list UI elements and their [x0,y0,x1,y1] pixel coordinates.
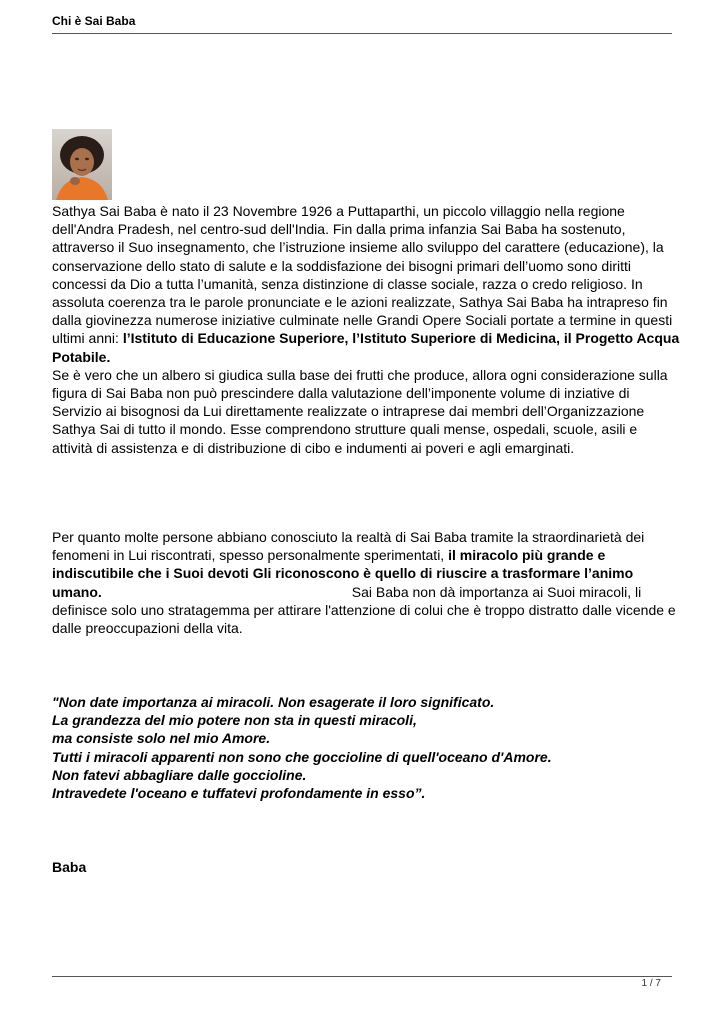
quote-line: "Non date importanza ai miracoli. Non esagerate il loro significato. [52,694,495,710]
intro-bold-text: l’Istituto di Educazione Superiore, l’Istituto Superiore di Medicina, il Progetto Acqua Potabile. [52,330,680,365]
footer-divider [52,976,672,977]
portrait-photo-icon-svg [52,129,112,200]
signature: Baba [52,859,87,875]
quote-line: Tutti i miracoli apparenti non sono che goccioline di quell'oceano d'Amore. [52,748,552,765]
quote-line: Intravedete l'oceano e tuffatevi profondamente in esso”. [52,785,426,802]
header-title: Chi è Sai Baba [52,14,136,28]
miracle-rest-text: Sai Baba non dà importanza ai Suoi miracoli, li definisce solo uno stratagemma per attirare l'attenzione di colui che è troppo distratto dalle vicende e dalle preoccupazioni della vita. [52,583,676,637]
miracle-text: Per quanto molte persone abbiano conosciuto la realtà di Sai Baba tramite la straordinarietà dei fenomeni in Lui riscontrati, spesso personalmente sperimentati, [52,529,645,564]
page-header [52,14,672,34]
quote-block [52,693,680,802]
quote-line: La grandezza del mio potere non sta in questi miracoli, [52,712,417,729]
page-number: 1 / 7 [641,978,661,989]
intro-paragraph [52,202,680,457]
quote-line: Non fatevi abbagliare dalle goccioline. [52,766,307,783]
miracle-bold-text: il miracolo più grande e indiscutibile che i Suoi devoti Gli riconoscono è quello di riuscire a trasformare l’animo umano. [52,547,634,600]
portrait-photo-icon [52,129,112,200]
intro-rest-text: Se è vero che un albero si giudica sulla base dei frutti che produce, allora ogni considerazione sulla figura di Sai Baba non può prescindere dalla valutazione dell’imponente volume di inziative di Servizio ai bisognosi da Lui direttamente realizzate o intraprese dai membri dell’Organizzazione Sathya Sai di tutto il mondo. Esse comprendono strutture quali mense, ospedali, scuole, asili e attività di assistenza e di distribuzione di cibo e indumenti ai poveri e agli emarginati. [52,366,668,456]
quote-line: ma consiste solo nel mio Amore. [52,730,271,747]
miracle-paragraph [52,528,680,637]
intro-text: Sathya Sai Baba è nato il 23 Novembre 1926 a Puttaparthi, un piccolo villaggio nella regione dell'Andra Pradesh, nel centro-sud dell'India. Fin dalla prima infanzia Sai Baba ha sostenuto, attraverso il Suo insegnamento, che l’istruzione insieme allo sviluppo del carattere (educazione), la conservazione dello stato di salute e la soddisfazione dei bisogni primari dell’uomo sono diritti concessi da Dio a tutta l’umanità, senza distinzione di classe sociale, razza o credo religioso. In assoluta coerenza tra le parole pronunciate e le azioni realizzate, Sathya Sai Baba ha intrapreso fin dalla giovinezza numerose iniziative culminate nelle Grandi Opere Sociali portate a termine in questi ultimi anni: [52,203,673,347]
